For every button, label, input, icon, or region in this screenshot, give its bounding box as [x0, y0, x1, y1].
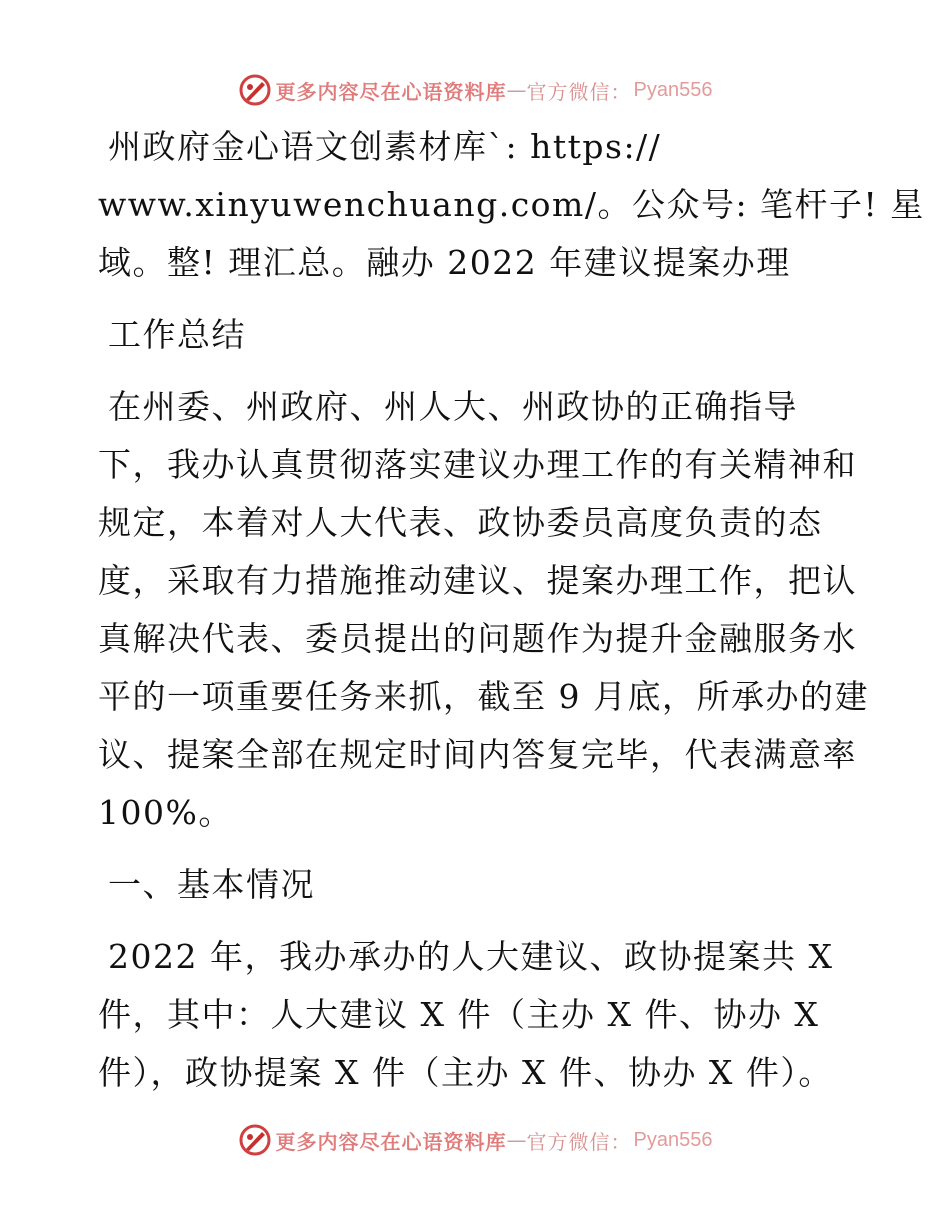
text-line: 件，其中：人大建议 X 件（主办 X 件、协办 X	[98, 995, 820, 1034]
text-line: 域。整! 理汇总。融办 2022 年建议提案办理	[98, 243, 791, 282]
section-title: 工作总结	[108, 315, 246, 354]
text-line: 件），政协提案 X 件（主办 X 件、协办 X 件）。	[98, 1053, 833, 1092]
text-line: 规定，本着对人大代表、政协委员高度负责的态	[98, 503, 823, 542]
text-line: 在州委、州政府、州人大、州政协的正确指导	[108, 387, 798, 426]
banner-separator: —	[506, 78, 527, 102]
text-line: 平的一项重要任务来抓，截至 9 月底，所承办的建	[98, 677, 869, 716]
brush-logo-icon	[238, 1123, 272, 1157]
text-line: 度，采取有力措施推动建议、提案办理工作，把认	[98, 561, 857, 600]
banner-wechat-id: Pyan556	[633, 1128, 713, 1151]
footer-banner	[0, 1120, 950, 1160]
text-line: 州政府金心语文创素材库`: https://	[108, 127, 662, 166]
header-banner	[0, 70, 950, 110]
banner-wechat-label: 官方微信：	[526, 1129, 632, 1154]
banner-slogan: 更多内容尽在心语资料库	[275, 79, 507, 104]
text-line: 100%。	[98, 793, 233, 832]
text-line: 真解决代表、委员提出的问题作为提升金融服务水	[98, 619, 857, 658]
banner-wechat-label: 官方微信：	[526, 79, 632, 104]
banner-separator: —	[506, 1128, 527, 1152]
document-body	[98, 118, 925, 1102]
text-line: www.xinyuwenchuang.com/。公众号: 笔杆子! 星	[98, 185, 925, 224]
section-heading: 一、基本情况	[108, 865, 315, 904]
banner-wechat-id: Pyan556	[633, 78, 713, 101]
brush-logo-icon	[238, 73, 272, 107]
banner-slogan: 更多内容尽在心语资料库	[275, 1129, 507, 1154]
text-line: 下，我办认真贯彻落实建议办理工作的有关精神和	[98, 445, 857, 484]
text-line: 议、提案全部在规定时间内答复完毕，代表满意率	[98, 735, 857, 774]
text-line: 2022 年，我办承办的人大建议、政协提案共 X	[108, 937, 834, 976]
